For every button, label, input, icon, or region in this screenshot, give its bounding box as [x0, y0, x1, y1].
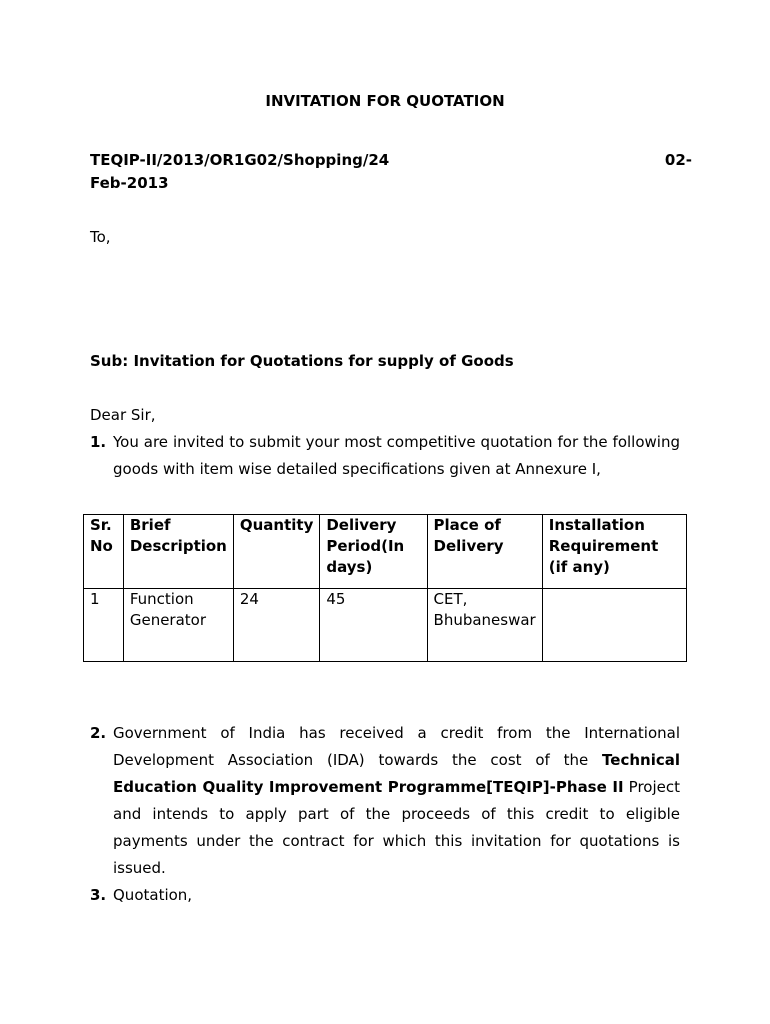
goods-table — [83, 514, 687, 662]
addressee-label: To, — [90, 228, 111, 246]
paragraph-text — [113, 720, 680, 882]
table-header-row — [84, 515, 687, 589]
paragraph-text-end: Project and intends to apply part of the proceeds of this credit to eligible payments under the contract for which this invitation for quotations is issued. — [113, 778, 680, 877]
table-header-cell: Quantity — [233, 515, 320, 589]
table-header-cell: Installation Requirement (if any) — [542, 515, 686, 589]
reference-line — [90, 146, 692, 174]
paragraph-1 — [90, 429, 680, 483]
paragraph-text: You are invited to submit your most competitive quotation for the following goods with item wise detailed specifications given at Annexure I, — [113, 433, 680, 478]
table-header-cell: Place of Delivery — [427, 515, 542, 589]
paragraph-number: 1. — [90, 433, 107, 451]
table-header-cell: Brief Description — [123, 515, 233, 589]
paragraph-text: Quotation, — [113, 886, 193, 904]
table-cell — [542, 589, 686, 662]
paragraph-2 — [90, 720, 680, 882]
paragraph-text-start: Government of India has received a credit from the International Development Association (IDA) towards the cost of the — [113, 724, 680, 769]
programme-name: Technical Education Quality Improvement Programme[TEQIP]-Phase II — [113, 751, 680, 796]
document-title: INVITATION FOR QUOTATION — [265, 92, 505, 110]
reference-number: TEQIP-II/2013/OR1G02/Shopping/24 — [90, 151, 390, 169]
reference-date-end: Feb-2013 — [90, 174, 169, 192]
table-cell: 24 — [233, 589, 320, 662]
table-cell: 45 — [320, 589, 427, 662]
table-header-cell: Sr. No — [84, 515, 124, 589]
table-header-cell: Delivery Period(In days) — [320, 515, 427, 589]
paragraph-3 — [90, 882, 680, 909]
subject-line: Sub: Invitation for Quotations for supply of Goods — [90, 352, 514, 370]
table-row — [84, 589, 687, 662]
paragraph-number: 2. — [90, 724, 107, 742]
salutation: Dear Sir, — [90, 406, 156, 424]
table-cell: CET, Bhubaneswar — [427, 589, 542, 662]
paragraph-number: 3. — [90, 886, 107, 904]
reference-date-start: 02- — [664, 151, 692, 169]
table-cell: Function Generator — [123, 589, 233, 662]
table-cell: 1 — [84, 589, 124, 662]
